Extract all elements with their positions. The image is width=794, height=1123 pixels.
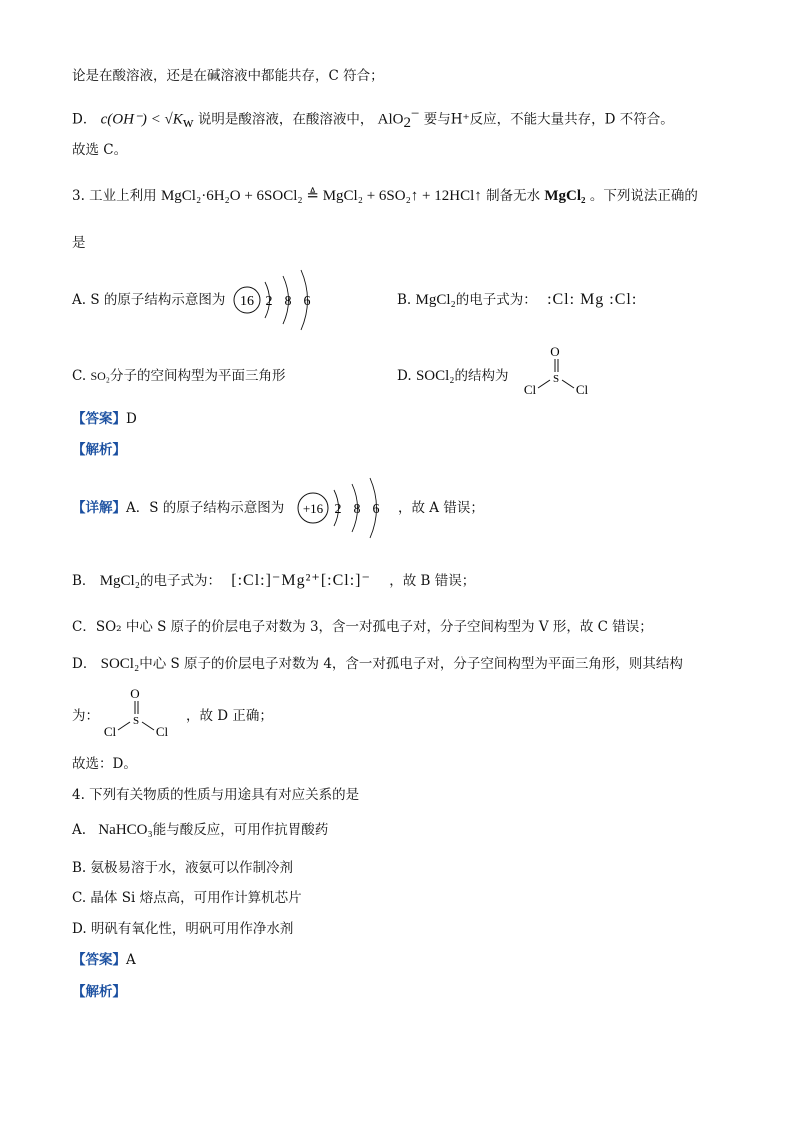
detail-text: ，故 D 正确； xyxy=(186,708,273,724)
atom-o: O xyxy=(130,686,140,701)
answer-tag: 【答案】 xyxy=(72,952,126,968)
detail-a xyxy=(72,498,284,518)
paragraph-text: 论是在酸溶液，还是在碱溶液中都能共存，C 符合； xyxy=(72,68,384,84)
option-text: C. 晶体 Si 熔点高，可用作计算机芯片 xyxy=(72,890,302,906)
option-label: B． xyxy=(72,573,96,589)
paragraph-text: 要与H⁺反应，不能大量共存，D 不符合。 xyxy=(423,111,674,128)
option-label: C. xyxy=(72,368,87,384)
atom-o: O xyxy=(550,344,560,359)
formula: MgCl₂ xyxy=(544,188,586,204)
atom-structure-diagram xyxy=(296,476,388,542)
option-text: 能与酸反应，可用作抗胃酸药 xyxy=(152,822,329,838)
shell-count-1: 2 xyxy=(334,502,342,517)
question-4-stem xyxy=(72,785,359,805)
analysis-tag: 【解析】 xyxy=(72,442,126,458)
ion-charge: − xyxy=(411,106,420,122)
atom-s: S xyxy=(552,373,560,385)
detail-d-end xyxy=(186,706,273,726)
socl2-structure xyxy=(518,342,598,400)
option-label: D． xyxy=(72,656,97,672)
detail-d-line2 xyxy=(72,706,99,726)
q3-option-b xyxy=(397,290,637,310)
q4-option-b xyxy=(72,858,293,878)
q4-analysis xyxy=(72,982,126,1002)
detail-text: ，故 A 错误； xyxy=(398,500,484,516)
option-label: B. xyxy=(397,292,412,308)
option-text: 分子的空间构型为平面三角形 xyxy=(109,368,286,384)
option-text: 的结构为 xyxy=(454,368,509,384)
nucleus-label: 16 xyxy=(240,294,254,309)
q3-choice xyxy=(72,754,137,774)
q4-option-a xyxy=(72,820,328,840)
analysis-tag: 【解析】 xyxy=(72,984,126,1000)
choice-text: 故选 C。 xyxy=(72,142,128,158)
detail-a-end xyxy=(398,498,484,518)
detail-b xyxy=(72,571,475,591)
math-expression: c(OH⁻) < √K xyxy=(100,111,183,128)
detail-tag: 【详解】 xyxy=(72,500,126,516)
formula: SOCl₂ xyxy=(415,368,455,384)
ion-subscript: 2 xyxy=(403,115,411,132)
bond-single xyxy=(118,722,130,730)
atom-cl-right: Cl xyxy=(155,724,169,739)
option-text: B. 氨极易溶于水，液氨可以作制冷剂 xyxy=(72,860,294,876)
electron-formula: :Cl: Mg :Cl: xyxy=(547,291,638,308)
atom-cl-right: Cl xyxy=(575,382,589,397)
question-text: 。下列说法正确的 xyxy=(589,188,698,204)
question-text: 3. 工业上利用 xyxy=(72,188,157,204)
atom-s: S xyxy=(132,715,140,727)
text-line xyxy=(72,66,384,86)
formula: SOCl₂ xyxy=(100,656,140,672)
socl2-structure xyxy=(98,684,178,742)
q3-option-c xyxy=(72,366,285,386)
q3-option-d xyxy=(397,366,509,386)
detail-text: ，故 B 错误； xyxy=(389,573,476,589)
atom-cl-left: Cl xyxy=(103,724,117,739)
choice-line xyxy=(72,140,127,160)
option-label: D． xyxy=(72,111,97,128)
formula: MgCl₂ xyxy=(415,292,456,308)
shell-count-3: 6 xyxy=(303,294,311,309)
q4-answer xyxy=(72,950,136,970)
atom-cl-left: Cl xyxy=(523,382,537,397)
electron-formula: [:Cl:]⁻Mg²⁺[:Cl:]⁻ xyxy=(231,572,371,589)
nucleus-label: +16 xyxy=(302,501,324,516)
atom-structure-diagram xyxy=(228,268,318,334)
detail-text: 中心 S 原子的价层电子对数为 4，含一对孤电子对，分子空间构型为平面三角形，则其结构 xyxy=(139,656,683,672)
formula: SO₂ xyxy=(90,369,110,383)
option-d-line xyxy=(72,104,674,133)
detail-d xyxy=(72,654,683,674)
option-label: D. xyxy=(397,368,412,384)
q3-analysis xyxy=(72,440,126,460)
detail-c xyxy=(72,617,653,637)
math-subscript: w xyxy=(182,115,194,132)
bond-single xyxy=(538,380,550,388)
question-text: 制备无水 xyxy=(486,188,541,204)
shell-count-1: 2 xyxy=(265,294,273,309)
detail-text: A．S 的原子结构示意图为 xyxy=(126,500,285,516)
question-3-stem xyxy=(72,186,698,206)
reaction-equation: MgCl₂·6H₂O + 6SOCl₂ ≜ MgCl₂ + 6SO₂↑ + 12HCl↑ xyxy=(160,188,482,204)
q4-option-c xyxy=(72,888,302,908)
shell-count-2: 8 xyxy=(284,294,292,309)
answer-value: D xyxy=(126,411,137,427)
shell-count-2: 8 xyxy=(353,502,361,517)
paragraph-text: 说明是酸溶液，在酸溶液中， xyxy=(197,111,374,128)
question-text: 4. 下列有关物质的性质与用途具有对应关系的是 xyxy=(72,787,360,803)
question-text: 是 xyxy=(72,235,86,251)
detail-text: 的电子式为： xyxy=(139,573,221,589)
q3-option-a xyxy=(72,290,225,310)
option-text: A. S 的原子结构示意图为 xyxy=(72,292,226,308)
formula: MgCl₂ xyxy=(99,573,140,589)
option-text: D. 明矾有氧化性，明矾可用作净水剂 xyxy=(72,921,294,937)
q4-option-d xyxy=(72,919,293,939)
bond-single xyxy=(562,380,574,388)
question-3-stem-line2 xyxy=(72,233,86,253)
option-label: A. xyxy=(72,822,87,838)
ion-formula: AlO xyxy=(377,111,404,128)
detail-text: 为： xyxy=(72,708,99,724)
option-text: 的电子式为： xyxy=(455,292,537,308)
formula: NaHCO₃ xyxy=(98,822,153,838)
bond-single xyxy=(142,722,154,730)
detail-text: C．SO₂ 中心 S 原子的价层电子对数为 3，含一对孤电子对，分子空间构型为 V 形，故 C 错误； xyxy=(72,619,653,635)
answer-tag: 【答案】 xyxy=(72,411,126,427)
shell-count-3: 6 xyxy=(372,502,380,517)
answer-value: A xyxy=(126,952,136,968)
q3-answer xyxy=(72,409,137,429)
choice-text: 故选：D。 xyxy=(72,756,137,772)
